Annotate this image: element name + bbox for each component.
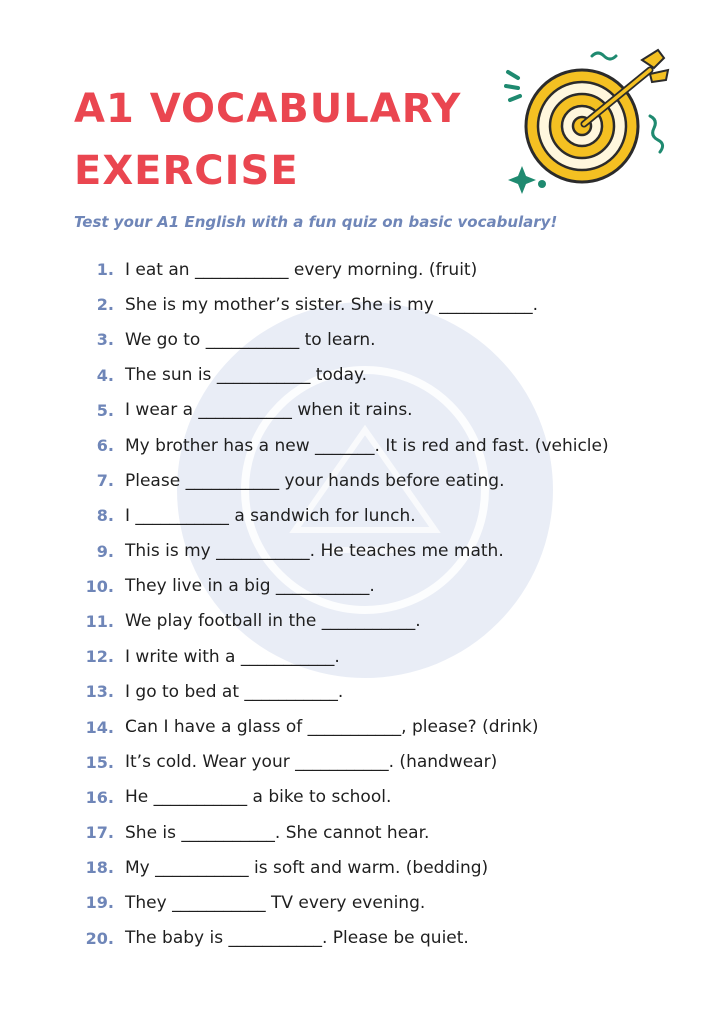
page-title xyxy=(74,78,461,202)
question-number: 7. xyxy=(96,471,114,491)
question-item xyxy=(70,885,609,920)
question-item xyxy=(70,745,609,780)
question-number: 16. xyxy=(85,787,114,807)
question-number: 18. xyxy=(85,858,114,878)
title-line-1: A1 VOCABULARY xyxy=(74,86,462,132)
question-text: I eat an ___________ every morning. (fruit) xyxy=(125,259,478,280)
question-text: Can I have a glass of ___________, please? (drink) xyxy=(125,717,539,738)
question-item xyxy=(70,815,609,850)
question-item xyxy=(70,674,609,709)
question-number: 11. xyxy=(85,611,114,631)
question-item xyxy=(70,252,609,287)
question-text: The baby is ___________. Please be quiet. xyxy=(125,928,469,949)
question-number: 10. xyxy=(85,576,114,596)
question-text: They ___________ TV every evening. xyxy=(125,892,426,913)
question-number: 17. xyxy=(85,823,114,843)
target-icon xyxy=(500,38,680,198)
question-text: I write with a ___________. xyxy=(125,646,340,667)
question-text: She is my mother’s sister. She is my ___________. xyxy=(125,294,539,315)
question-text: Please ___________ your hands before eating. xyxy=(125,470,505,491)
question-number: 9. xyxy=(96,541,114,561)
question-text: They live in a big ___________. xyxy=(125,576,375,597)
question-number: 6. xyxy=(96,436,114,456)
question-item xyxy=(70,604,609,639)
question-list xyxy=(70,252,609,956)
question-number: 1. xyxy=(96,260,114,280)
question-text: I go to bed at ___________. xyxy=(125,681,344,702)
question-item xyxy=(70,393,609,428)
question-item xyxy=(70,463,609,498)
question-number: 19. xyxy=(85,893,114,913)
question-item xyxy=(70,921,609,956)
question-text: My brother has a new _______. It is red and fast. (vehicle) xyxy=(125,435,609,456)
question-item xyxy=(70,287,609,322)
question-text: We go to ___________ to learn. xyxy=(125,329,376,350)
question-text: I wear a ___________ when it rains. xyxy=(125,400,413,421)
question-text: He ___________ a bike to school. xyxy=(125,787,392,808)
question-text: The sun is ___________ today. xyxy=(125,365,368,386)
question-item xyxy=(70,569,609,604)
question-text: I ___________ a sandwich for lunch. xyxy=(125,505,416,526)
question-text: We play football in the ___________. xyxy=(125,611,421,632)
question-item xyxy=(70,498,609,533)
question-number: 20. xyxy=(85,928,114,948)
question-item xyxy=(70,534,609,569)
question-text: This is my ___________. He teaches me math. xyxy=(125,541,504,562)
question-item xyxy=(70,709,609,744)
question-number: 13. xyxy=(85,682,114,702)
question-text: My ___________ is soft and warm. (bedding) xyxy=(125,857,489,878)
question-number: 2. xyxy=(96,295,114,315)
question-text: It’s cold. Wear your ___________. (handwear) xyxy=(125,752,498,773)
title-line-2: EXERCISE xyxy=(74,148,299,194)
subtitle: Test your A1 English with a fun quiz on basic vocabulary! xyxy=(74,213,558,231)
question-number: 3. xyxy=(96,330,114,350)
question-item xyxy=(70,358,609,393)
question-item xyxy=(70,639,609,674)
question-number: 5. xyxy=(96,400,114,420)
question-number: 12. xyxy=(85,647,114,667)
sparkle-icon xyxy=(592,53,616,59)
question-number: 15. xyxy=(85,752,114,772)
question-text: She is ___________. She cannot hear. xyxy=(125,822,430,843)
question-item xyxy=(70,780,609,815)
question-number: 4. xyxy=(96,365,114,385)
question-item xyxy=(70,322,609,357)
question-item xyxy=(70,850,609,885)
question-item xyxy=(70,428,609,463)
question-number: 8. xyxy=(96,506,114,526)
question-number: 14. xyxy=(85,717,114,737)
